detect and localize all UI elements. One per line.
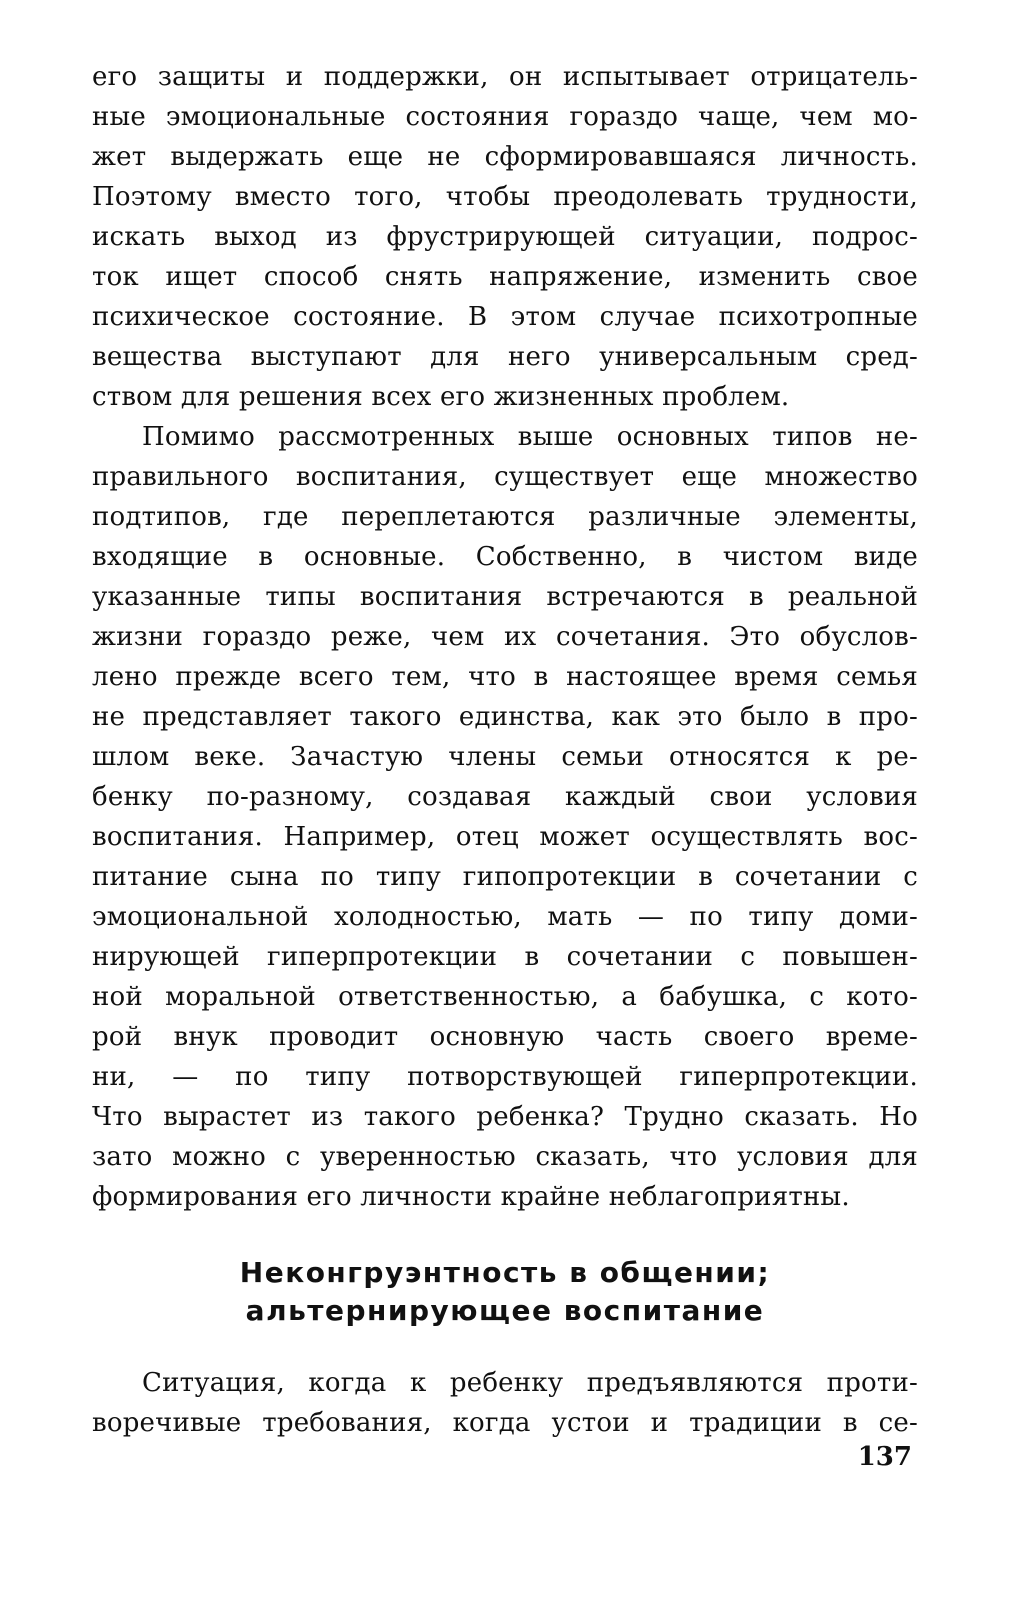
paragraph-1-line-2: ные эмоциональные состояния гораздо чаще, чем мо- [92, 102, 918, 132]
paragraph-3-line-1: Ситуация, когда к ребенку предъявляются проти- [142, 1368, 918, 1398]
paragraph-1-line-4: Поэтому вместо того, чтобы преодолевать трудности, [92, 182, 918, 212]
paragraph-1-line-9: ством для решения всех его жизненных проблем. [92, 382, 790, 412]
page-number: 137 [857, 1442, 912, 1472]
paragraph-2-line-14: нирующей гиперпротекции в сочетании с повышен- [92, 942, 918, 972]
paragraph-1-line-1: его защиты и поддержки, он испытывает отрицатель- [92, 62, 918, 92]
paragraph-1-line-7: психическое состояние. В этом случае психотропные [92, 302, 918, 332]
paragraph-2-line-3: подтипов, где переплетаются различные элементы, [92, 502, 918, 532]
paragraph-1-line-8: вещества выступают для него универсальным сред- [92, 342, 918, 372]
paragraph-2-line-20: формирования его личности крайне неблагоприятны. [92, 1182, 850, 1212]
paragraph-1-line-3: жет выдержать еще не сформировавшаяся личность. [92, 142, 918, 172]
paragraph-2-line-4: входящие в основные. Собственно, в чистом виде [92, 542, 918, 572]
section-heading-line-2: альтернирующее воспитание [245, 1294, 765, 1327]
paragraph-1-line-6: ток ищет способ снять напряжение, изменить свое [92, 262, 918, 292]
paragraph-2-line-9: шлом веке. Зачастую члены семьи относятся к ре- [92, 742, 918, 772]
paragraph-2-line-10: бенку по-разному, создавая каждый свои условия [92, 782, 918, 812]
paragraph-2-line-8: не представляет такого единства, как это было в про- [92, 702, 918, 732]
section-heading-line-1: Неконгруэнтность в общении; [239, 1256, 771, 1289]
paragraph-2-line-19: зато можно с уверенностью сказать, что условия для [92, 1142, 918, 1172]
paragraph-2-line-7: лено прежде всего тем, что в настоящее время семья [92, 662, 918, 692]
paragraph-2-line-13: эмоциональной холодностью, мать — по типу доми- [92, 902, 918, 932]
paragraph-3-line-2: воречивые требования, когда устои и традиции в се- [92, 1408, 918, 1438]
paragraph-2-line-11: воспитания. Например, отец может осуществлять вос- [92, 822, 918, 852]
paragraph-2-line-17: ни, — по типу потворствующей гиперпротекции. [92, 1062, 918, 1092]
paragraph-2-line-5: указанные типы воспитания встречаются в реальной [92, 582, 918, 612]
paragraph-2-line-1: Помимо рассмотренных выше основных типов не- [142, 422, 918, 452]
paragraph-2-line-6: жизни гораздо реже, чем их сочетания. Это обуслов- [92, 622, 918, 652]
paragraph-2-line-2: правильного воспитания, существует еще множество [92, 462, 918, 492]
paragraph-2-line-12: питание сына по типу гипопротекции в сочетании с [92, 862, 918, 892]
paragraph-1-line-5: искать выход из фрустрирующей ситуации, подрос- [92, 222, 918, 252]
paragraph-2-line-18: Что вырастет из такого ребенка? Трудно сказать. Но [92, 1102, 918, 1132]
paragraph-2-line-16: рой внук проводит основную часть своего време- [92, 1022, 918, 1052]
paragraph-2-line-15: ной моральной ответственностью, а бабушка, с кото- [92, 982, 918, 1012]
